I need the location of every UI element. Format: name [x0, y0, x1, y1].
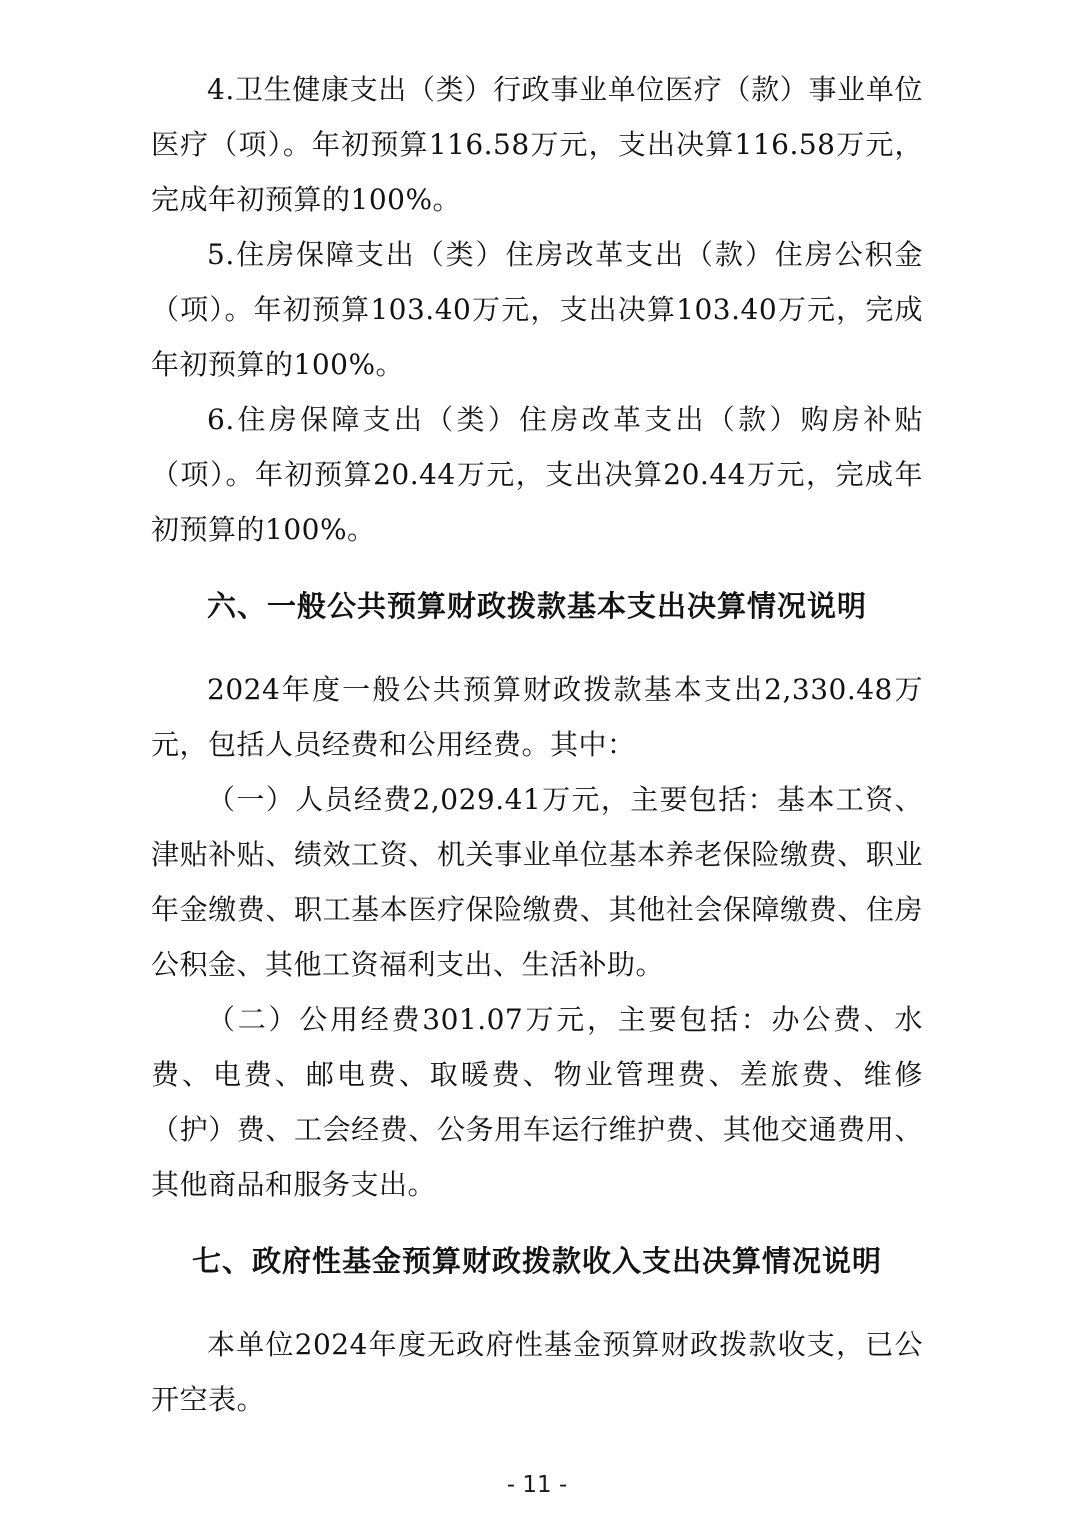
- section-heading-seven-govt-fund: 七、政府性基金预算财政拨款收入支出决算情况说明: [191, 1244, 882, 1278]
- paragraph-personnel-expense: （一）人员经费2,029.41万元，主要包括：基本工资、津贴补贴、绩效工资、机关事业单位基本养老保险缴费、职业年金缴费、职工基本医疗保险缴费、其他社会保障缴费、住房公积金、其他工资福利支出、生活补助。: [151, 783, 923, 981]
- paragraph-health-expense-item-4: 4.卫生健康支出（类）行政事业单位医疗（款）事业单位医疗（项）。年初预算116.58万元，支出决算116.58万元，完成年初预算的100%。: [151, 73, 923, 216]
- page-number: - 11 -: [506, 1472, 568, 1498]
- section-heading-six-basic-expense: 六、一般公共预算财政拨款基本支出决算情况说明: [206, 589, 867, 623]
- paragraph-govt-fund-note: 本单位2024年度无政府性基金预算财政拨款收支，已公开空表。: [151, 1328, 923, 1416]
- page-content: [151, 0, 923, 1427]
- paragraph-public-expense: （二）公用经费301.07万元，主要包括：办公费、水费、电费、邮电费、取暖费、物业管理费、差旅费、维修（护）费、工会经费、公务用车运行维护费、其他交通费用、其他商品和服务支出。: [151, 1003, 923, 1201]
- paragraph-housing-fund-item-5: 5.住房保障支出（类）住房改革支出（款）住房公积金（项）。年初预算103.40万元，支出决算103.40万元，完成年初预算的100%。: [151, 238, 923, 381]
- paragraph-basic-expense-total: 2024年度一般公共预算财政拨款基本支出2,330.48万元，包括人员经费和公用经费。其中：: [151, 673, 923, 761]
- paragraph-housing-subsidy-item-6: 6.住房保障支出（类）住房改革支出（款）购房补贴（项）。年初预算20.44万元，支出决算20.44万元，完成年初预算的100%。: [151, 403, 923, 546]
